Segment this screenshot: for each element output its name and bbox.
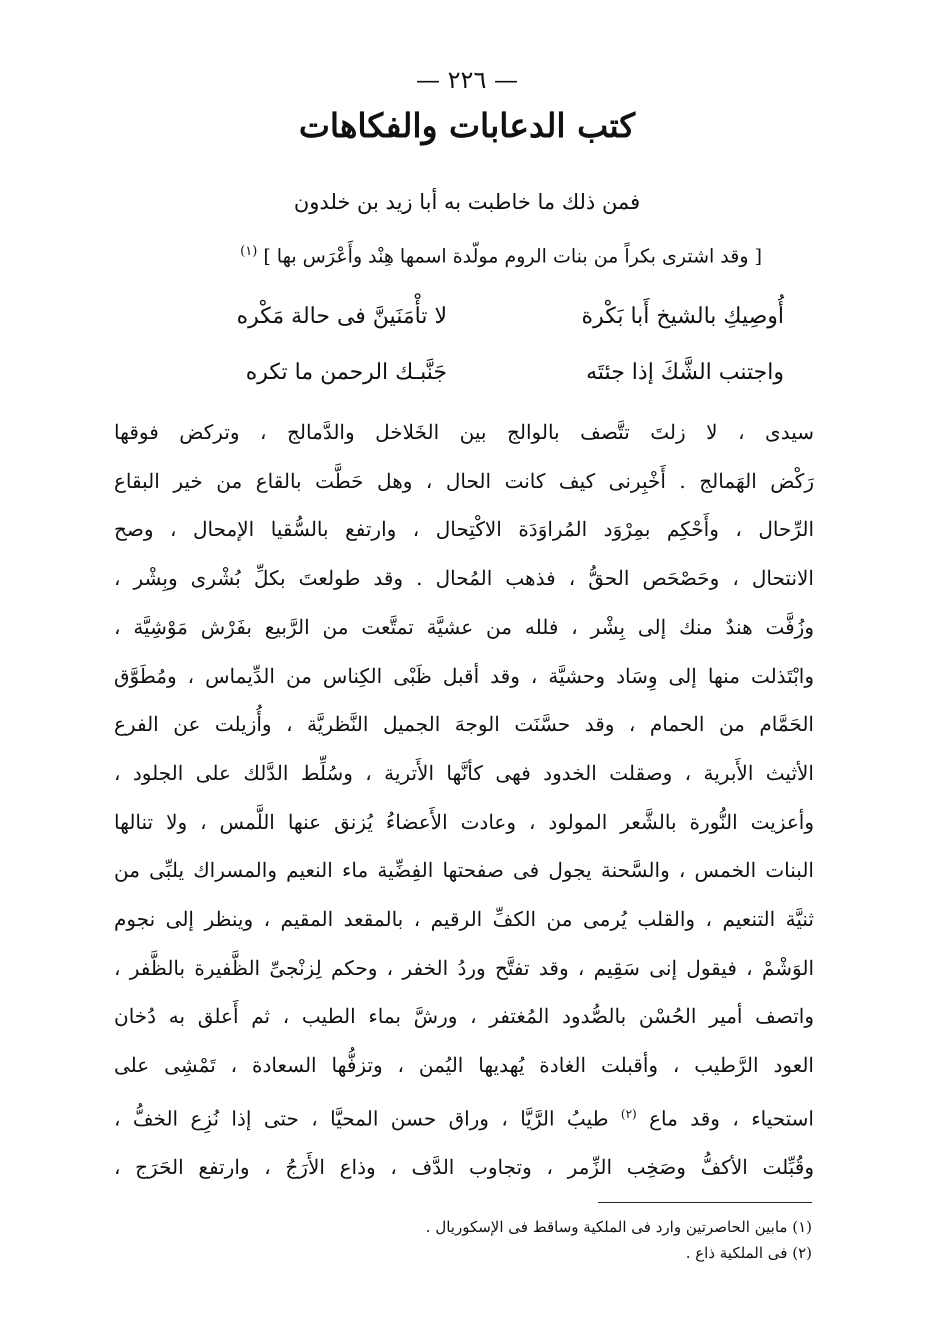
chapter-title: كتب الدعابات والفكاهات — [298, 106, 636, 145]
prose-line: العود الرَّطيب ، وأقبلت الغادة يُهديها اليُمن ، وتزفُّها السعادة ، تَمْشِى على — [114, 1053, 814, 1078]
prose-line: البنات الخمس ، والسَّحنة يجول فى صفحتها الفِضِّية ماء النعيم والمسراك يلبِّى من — [114, 858, 814, 883]
page-number: — ٢٢٦ — — [416, 66, 518, 94]
prose-line: الانتحال ، وحَصْحَص الحقُّ ، فذهب المُحال . وقد طولعتَ بكلِّ بُشْرى وبِشْر ، — [114, 566, 814, 591]
footnote-divider — [598, 1202, 812, 1203]
prose-line: وابْتَذلت منها إلى وِسَاد وحشيَّة ، وقد أقبل ظَبْى الكِناس من الدِّيماس ، ومُطَوَّق — [114, 663, 814, 688]
prose-line: واتصف أمير الحُسْن بالصُّدود المُغتفر ، ورشَّ بماء الطيب ، ثم أَعلق به دُخان — [114, 1004, 814, 1029]
section-subtitle: فمن ذلك ما خاطبت به أبا زيد بن خلدون — [293, 190, 641, 214]
footnotes — [172, 1214, 812, 1266]
prose-line: سيدى ، لا زلتَ تتَّصف بالوالج بين الخَلاخل والدَّمالج ، وتركض فوقها — [114, 420, 814, 444]
verse-hemistich-second: لا تأْمَنَينَّ فى حالة مَكْره — [236, 304, 447, 329]
footnote-ref-2: (٢) — [620, 1106, 637, 1121]
footnote: (٢) فى الملكية ذاع . — [685, 1244, 812, 1262]
prose-body — [114, 408, 814, 1192]
prose-line: رَكْض الهَمالج . أَخْبِرنى كيف كانت الحال ، وهل حَطَّت بالقاع من خير البقاع — [114, 468, 814, 493]
prose-line: الوَشْمْ ، فيقول إنى سَقِيم ، وقد تفتَّح وردُ الخفر ، وحكم لِزنْجىِّ الظَّفيرة بالظَّفر ، — [114, 955, 814, 980]
prose-line-start: استحياء ، وقد ماع — [649, 1106, 814, 1131]
prose-line: وأعزيت النُّورة بالشَّعر المولود ، وعادت الأَعضاءُ يُزنق عنها اللَّمس ، ولا تنالها — [114, 809, 814, 834]
prose-line: وزُفَّت هندٌ منك إلى بِشْر ، فلله من عشيَّة تمتَّعت من الرَّبيع بفَرْش مَوْشِيَّة ، — [114, 614, 814, 639]
verse-line — [144, 304, 784, 329]
prose-line: ثنيَّة التنعيم ، والقلب يُرمى من الكفِّ الرقيم ، بالمقعد المقيم ، وينظر إلى نجوم — [114, 907, 814, 932]
prose-line-end: طيبُ الرَّيَّا ، وراق حسن المحيَّا ، حتى إذا نُزِع الخفُّ ، — [114, 1106, 609, 1131]
verse-line — [144, 360, 784, 385]
verse-hemistich-first: واجتنب الشَّكَ إذا جئتَه — [586, 360, 784, 385]
bracketed-note — [142, 244, 762, 267]
bracketed-note-text: [ وقد اشترى بكراً من بنات الروم مولّدة اسمها هِنْد وأَعْرَس بها ] — [263, 245, 762, 268]
prose-line: الأثيث الأَبرية ، وصقلت الخدود فهى كأنَّها الأَترية ، وسُلِّط الدَّلك على الجلود ، — [114, 760, 814, 785]
prose-line: الحَمَّام من الحمام ، وقد حسَّنَت الوجهَ الجميل النَّظريَّة ، وأُزيلت عن الفرع — [114, 712, 814, 737]
verse-hemistich-second: جَنَّبـك الرحمن ما تكره — [245, 360, 447, 385]
footnote: (١) مابين الحاصرتين وارد فى الملكية وساقط فى الإسكوريال . — [425, 1218, 812, 1236]
prose-line — [114, 1090, 814, 1143]
verse-hemistich-first: أُوصِيكِ بالشيخ أَبا بَكْرة — [581, 304, 784, 329]
prose-line: الرِّحال ، وأَحْكِم بمِرْوَد المُراوَدَة الاكْتِحال ، وارتفع بالسُّقيا الإمحال ، وصح — [114, 517, 814, 542]
prose-line: وقُبِّلت الأكفُّ وصَخِب الزِّمر ، وتجاوب الدَّف ، وذاع الأَرَجُ ، وارتفع الحَرَج ، — [114, 1155, 814, 1180]
footnote-ref-1: (١) — [240, 244, 258, 259]
